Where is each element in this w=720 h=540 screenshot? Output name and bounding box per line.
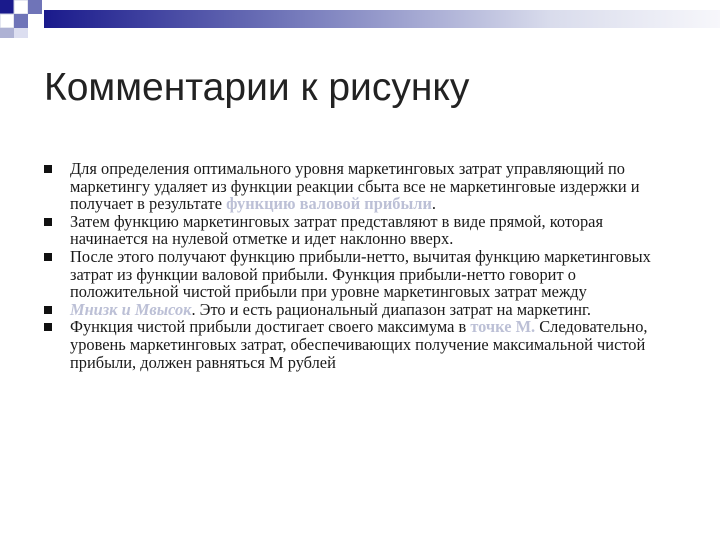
bullet-item: После этого получают функцию прибыли-нетто, вычитая функцию маркетинговых затрат из функции валовой прибыли. Функция прибыли-нетто говорит о положительной чистой прибыли при уровне маркетинговых затрат между (44, 248, 676, 301)
bullet-item: Для определения оптимального уровня маркетинговых затрат управляющий по маркетингу удаляет из функции реакции сбыта все не маркетинговые издержки и получает в результате функцию валовой прибыли. (44, 160, 676, 213)
header-gradient-bar (44, 10, 720, 28)
square-bullet-icon (44, 165, 52, 173)
bullet-list (44, 160, 676, 371)
square-bullet-icon (44, 323, 52, 331)
square-bullet-icon (44, 218, 52, 226)
highlighted-connector: и (117, 299, 135, 319)
bullet-item: Затем функцию маркетинговых затрат представляют в виде прямой, которая начинается на нулевой отметке и идет наклонно вверх. (44, 213, 676, 248)
highlighted-term: функцию валовой прибыли (226, 194, 432, 214)
square-bullet-icon (44, 306, 52, 314)
highlighted-term: точке М. (470, 317, 536, 337)
highlighted-term: Мнизк (70, 299, 118, 319)
highlighted-term: Мвысок (134, 299, 192, 319)
slide-title: Комментарии к рисунку (44, 66, 470, 109)
bullet-item: Функция чистой прибыли достигает своего максимума в точке М. Следовательно, уровень маркетинговых затрат, обеспечивающих получение максимальной чистой прибыли, должен равняться М рублей (44, 318, 676, 371)
square-bullet-icon (44, 253, 52, 261)
bullet-item: Мнизк и Мвысок. Это и есть рациональный диапазон затрат на маркетинг. (44, 301, 676, 319)
